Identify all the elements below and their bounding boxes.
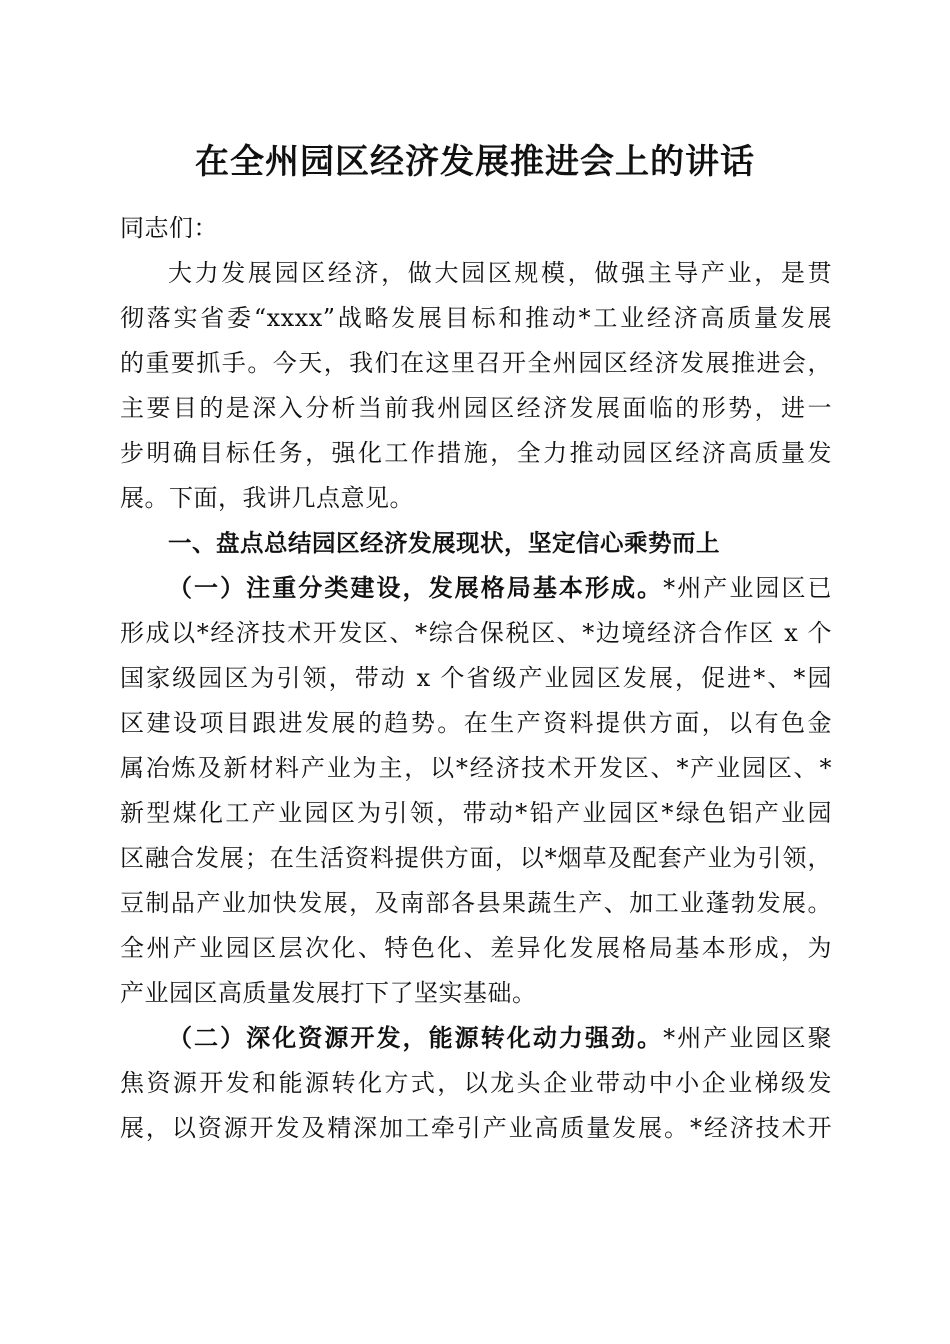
subsection-heading: （二）深化资源开发，能源转化动力强劲。 <box>168 1024 664 1052</box>
paragraph-text: *州产业园区聚 <box>663 1024 833 1052</box>
document-body <box>120 206 832 1151</box>
paragraph-line: 新型煤化工产业园区为引领，带动*铅产业园区*绿色铝产业园 <box>120 799 832 827</box>
paragraph-line: 大力发展园区经济，做大园区规模，做强主导产业，是贯 <box>168 259 832 287</box>
paragraph-line: 形成以*经济技术开发区、*综合保税区、*边境经济合作区 x 个 <box>120 619 832 647</box>
salutation: 同志们： <box>120 214 218 242</box>
paragraph-line: 属冶炼及新材料产业为主，以*经济技术开发区、*产业园区、* <box>120 754 832 782</box>
paragraph-line: 展。下面，我讲几点意见。 <box>120 484 414 512</box>
paragraph-line: 展，以资源开发及精深加工牵引产业高质量发展。*经济技术开 <box>120 1114 832 1142</box>
paragraph-line: 焦资源开发和能源转化方式，以龙头企业带动中小企业梯级发 <box>120 1069 832 1097</box>
paragraph-line: 区融合发展；在生活资料提供方面，以*烟草及配套产业为引领， <box>120 844 832 872</box>
subsection-first-line <box>120 1016 832 1061</box>
paragraph-line: 豆制品产业加快发展，及南部各县果蔬生产、加工业蓬勃发展。 <box>120 889 832 917</box>
document-title: 在全州园区经济发展推进会上的讲话 <box>195 142 755 182</box>
paragraph-line: 主要目的是深入分析当前我州园区经济发展面临的形势，进一 <box>120 394 832 422</box>
paragraph-line: 区建设项目跟进发展的趋势。在生产资料提供方面，以有色金 <box>120 709 832 737</box>
paragraph-line: 步明确目标任务，强化工作措施，全力推动园区经济高质量发 <box>120 439 832 467</box>
subsection-heading: （一）注重分类建设，发展格局基本形成。 <box>168 574 664 602</box>
paragraph-line: 国家级园区为引领，带动 x 个省级产业园区发展，促进*、*园 <box>120 664 832 692</box>
paragraph-line: 的重要抓手。今天，我们在这里召开全州园区经济发展推进会， <box>120 349 832 377</box>
section-heading: 一、盘点总结园区经济发展现状，坚定信心乘势而上 <box>168 529 720 557</box>
paragraph-line: 产业园区高质量发展打下了坚实基础。 <box>120 979 537 1007</box>
paragraph-line: 全州产业园区层次化、特色化、差异化发展格局基本形成，为 <box>120 934 832 962</box>
paragraph-line: 彻落实省委“xxxx”战略发展目标和推动*工业经济高质量发展 <box>120 304 832 332</box>
paragraph-text: *州产业园区已 <box>663 574 833 602</box>
subsection-first-line <box>120 566 832 611</box>
